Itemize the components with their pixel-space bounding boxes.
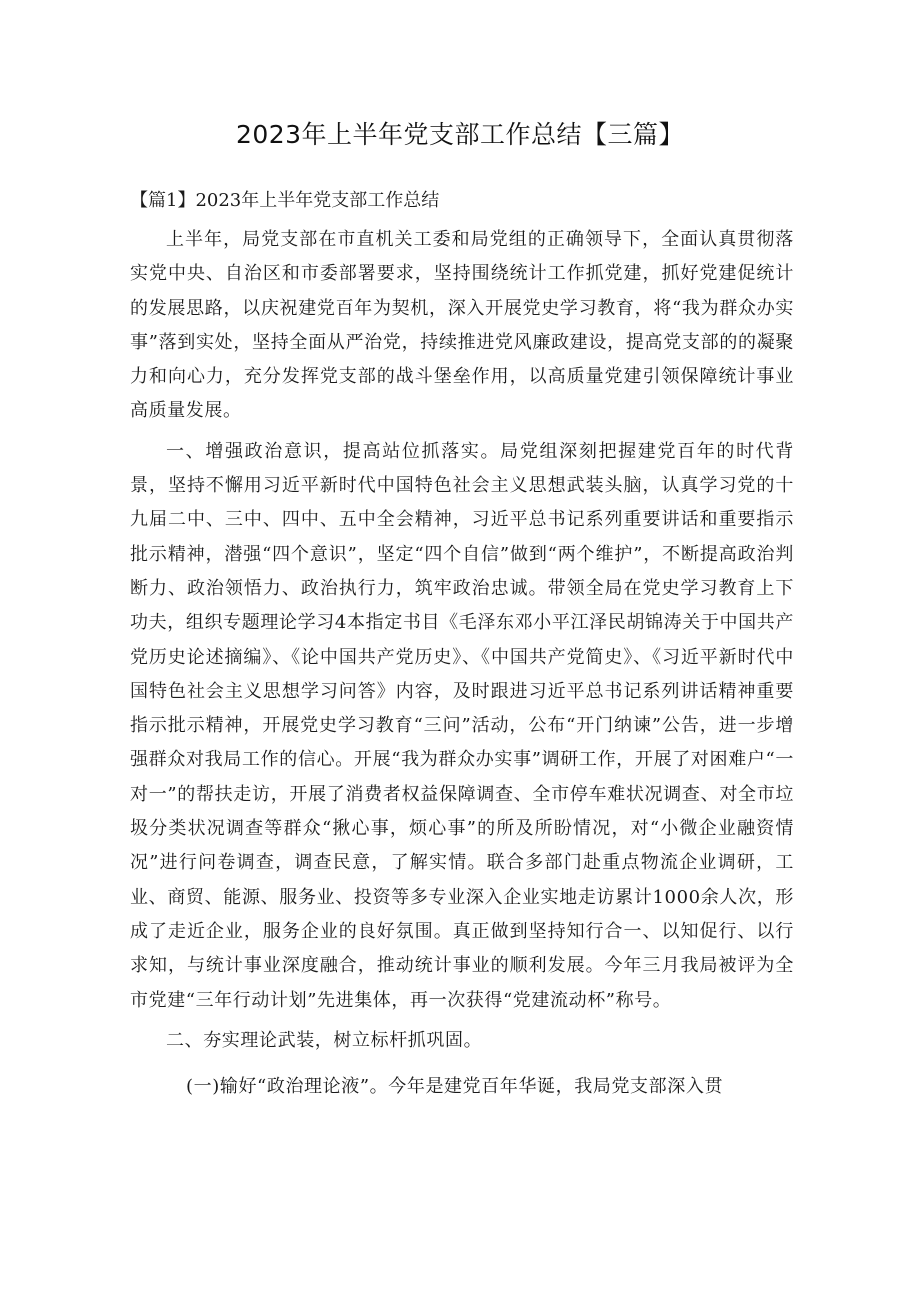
section-heading: 【篇1】2023年上半年党支部工作总结 bbox=[130, 190, 440, 211]
paragraph-intro: 上半年，局党支部在市直机关工委和局党组的正确领导下，全面认真贯彻落实党中央、自治区和市委部署要求，坚持围绕统计工作抓党建，抓好党建促统计的发展思路，以庆祝建党百年为契机，深入开展党史学习教育，将“我为群众办实事”落到实处，坚持全面从严治党，持续推进党风廉政建设，提高党支部的的凝聚力和向心力，充分发挥党支部的战斗堡垒作用，以高质量党建引领保障统计事业高质量发展。 bbox=[130, 229, 794, 422]
paragraph-subsection-one: (一)输好“政治理论液”。今年是建党百年华诞，我局党支部深入贯 bbox=[186, 1076, 724, 1098]
paragraph-part-one: 一、增强政治意识，提高站位抓落实。局党组深刻把握建党百年的时代背景，坚持不懈用习近平新时代中国特色社会主义思想武装头脑，认真学习党的十九届二中、三中、四中、五中全会精神，习近平总书记系列重要讲话和重要指示批示精神，潜强“四个意识”，坚定“四个自信”做到“两个维护”，不断提高政治判断力、政治领悟力、政治执行力，筑牢政治忠诚。带领全局在党史学习教育上下功夫，组织专题理论学习4本指定书目《毛泽东邓小平江泽民胡锦涛关于中国共产党历史论述摘编》、《论中国共产党历史》、《中国共产党简史》、《习近平新时代中国特色社会主义思想学习问答》内容，及时跟进习近平总书记系列讲话精神重要指示批示精神，开展党史学习教育“三问”活动，公布“开门纳谏”公告，进一步增强群众对我局工作的信心。开展“我为群众办实事”调研工作，开展了对困难户“一对一”的帮扶走访，开展了消费者权益保障调查、全市停车难状况调查、对全市垃圾分类状况调查等群众“揪心事，烦心事”的所及所盼情况，对“小微企业融资情况”进行问卷调查，调查民意，了解实情。联合多部门赴重点物流企业调研，工业、商贸、能源、服务业、投资等多专业深入企业实地走访累计1000余人次，形成了走近企业，服务企业的良好氛围。真正做到坚持知行合一、以知促行、以行求知，与统计事业深度融合，推动统计事业的顺利发展。今年三月我局被评为全市党建“三年行动计划”先进集体，再一次获得“党建流动杯”称号。 bbox=[130, 440, 794, 1011]
document-title: 2023年上半年党支部工作总结【三篇】 bbox=[235, 120, 685, 149]
document-body bbox=[130, 223, 794, 1104]
paragraph-part-two-heading: 二、夯实理论武装，树立标杆抓巩固。 bbox=[166, 1029, 483, 1051]
